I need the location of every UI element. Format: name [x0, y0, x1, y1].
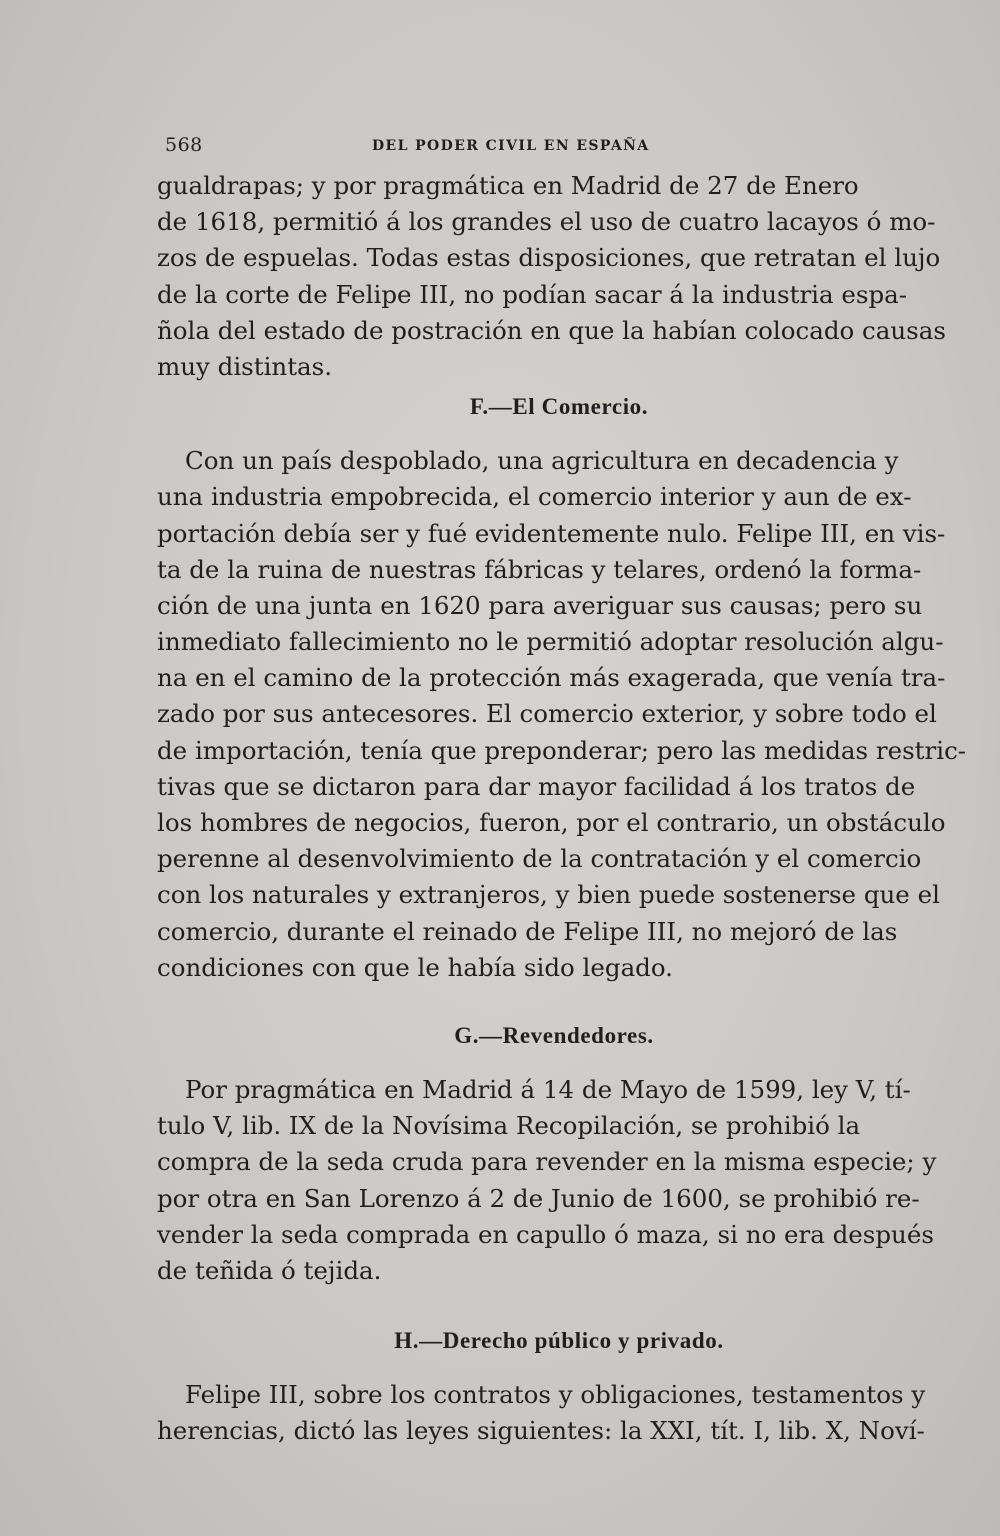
- text-line: condiciones con que le había sido legado.: [157, 952, 673, 982]
- text-line: inmediato fallecimiento no le permitió adoptar resolución algu-: [157, 627, 944, 657]
- text-line: ción de una junta en 1620 para averiguar sus causas; pero su: [157, 590, 923, 620]
- text-line: por otra en San Lorenzo á 2 de Junio de 1600, se prohibió re-: [157, 1183, 920, 1213]
- paragraph-derecho: [157, 1377, 926, 1449]
- paragraph-comercio: [157, 443, 967, 986]
- text-line: comercio, durante el reinado de Felipe III, no mejoró de las: [157, 916, 898, 946]
- text-line: tivas que se dictaron para dar mayor facilidad á los tratos de: [157, 771, 916, 801]
- text-line: con los naturales y extranjeros, y bien puede sostenerse que el: [157, 880, 940, 910]
- text-line: muy distintas.: [157, 351, 333, 381]
- body-text: [157, 168, 967, 1449]
- section-heading-revendedores: G.—Revendedores.: [454, 1022, 654, 1048]
- text-line: herencias, dictó las leyes siguientes: la XXI, tít. I, lib. X, Noví-: [157, 1416, 925, 1446]
- text-line: los hombres de negocios, fueron, por el contrario, un obstáculo: [157, 808, 946, 837]
- page-number: 568: [165, 134, 203, 156]
- text-line: tulo V, lib. IX de la Novísima Recopilación, se prohibió la: [157, 1111, 861, 1141]
- text-line: perenne al desenvolvimiento de la contratación y el comercio: [157, 844, 922, 874]
- text-line: zos de espuelas. Todas estas disposiciones, que retratan el lujo: [157, 243, 941, 273]
- text-line: de teñida ó tejida.: [157, 1255, 382, 1285]
- text-line: de importación, tenía que preponderar; pero las medidas restric-: [157, 735, 967, 765]
- text-line: gualdrapas; y por pragmática en Madrid de 27 de Enero: [157, 171, 859, 200]
- text-line: vender la seda comprada en capullo ó maza, si no era después: [157, 1219, 934, 1249]
- text-line: ta de la ruina de nuestras fábricas y telares, ordenó la forma-: [157, 554, 922, 584]
- running-head-title: DEL PODER CIVIL EN ESPAÑA: [372, 138, 650, 154]
- text-line: portación debía ser y fué evidentemente nulo. Felipe III, en vis-: [157, 518, 946, 548]
- text-line: ñola del estado de postración en que la habían colocado causas: [157, 315, 946, 345]
- paragraph-intro: [157, 168, 946, 385]
- text-line: zado por sus antecesores. El comercio exterior, y sobre todo el: [157, 699, 937, 729]
- text-line: Con un país despoblado, una agricultura en decadencia y: [185, 446, 899, 476]
- running-head: [165, 134, 845, 164]
- section-heading-derecho: H.—Derecho público y privado.: [394, 1328, 724, 1354]
- text-line: Por pragmática en Madrid á 14 de Mayo de 1599, ley V, tí-: [185, 1074, 911, 1104]
- text-line: de 1618, permitió á los grandes el uso de cuatro lacayos ó mo-: [157, 207, 936, 237]
- text-line: de la corte de Felipe III, no podían sacar á la industria espa-: [157, 279, 908, 309]
- text-line: una industria empobrecida, el comercio interior y aun de ex-: [157, 482, 912, 512]
- text-line: compra de la seda cruda para revender en la misma especie; y: [157, 1147, 937, 1177]
- section-heading-comercio: F.—El Comercio.: [469, 394, 649, 420]
- text-line: Felipe III, sobre los contratos y obligaciones, testamentos y: [185, 1380, 926, 1410]
- paragraph-revendedores: [157, 1072, 937, 1289]
- text-line: na en el camino de la protección más exagerada, que venía tra-: [157, 663, 946, 693]
